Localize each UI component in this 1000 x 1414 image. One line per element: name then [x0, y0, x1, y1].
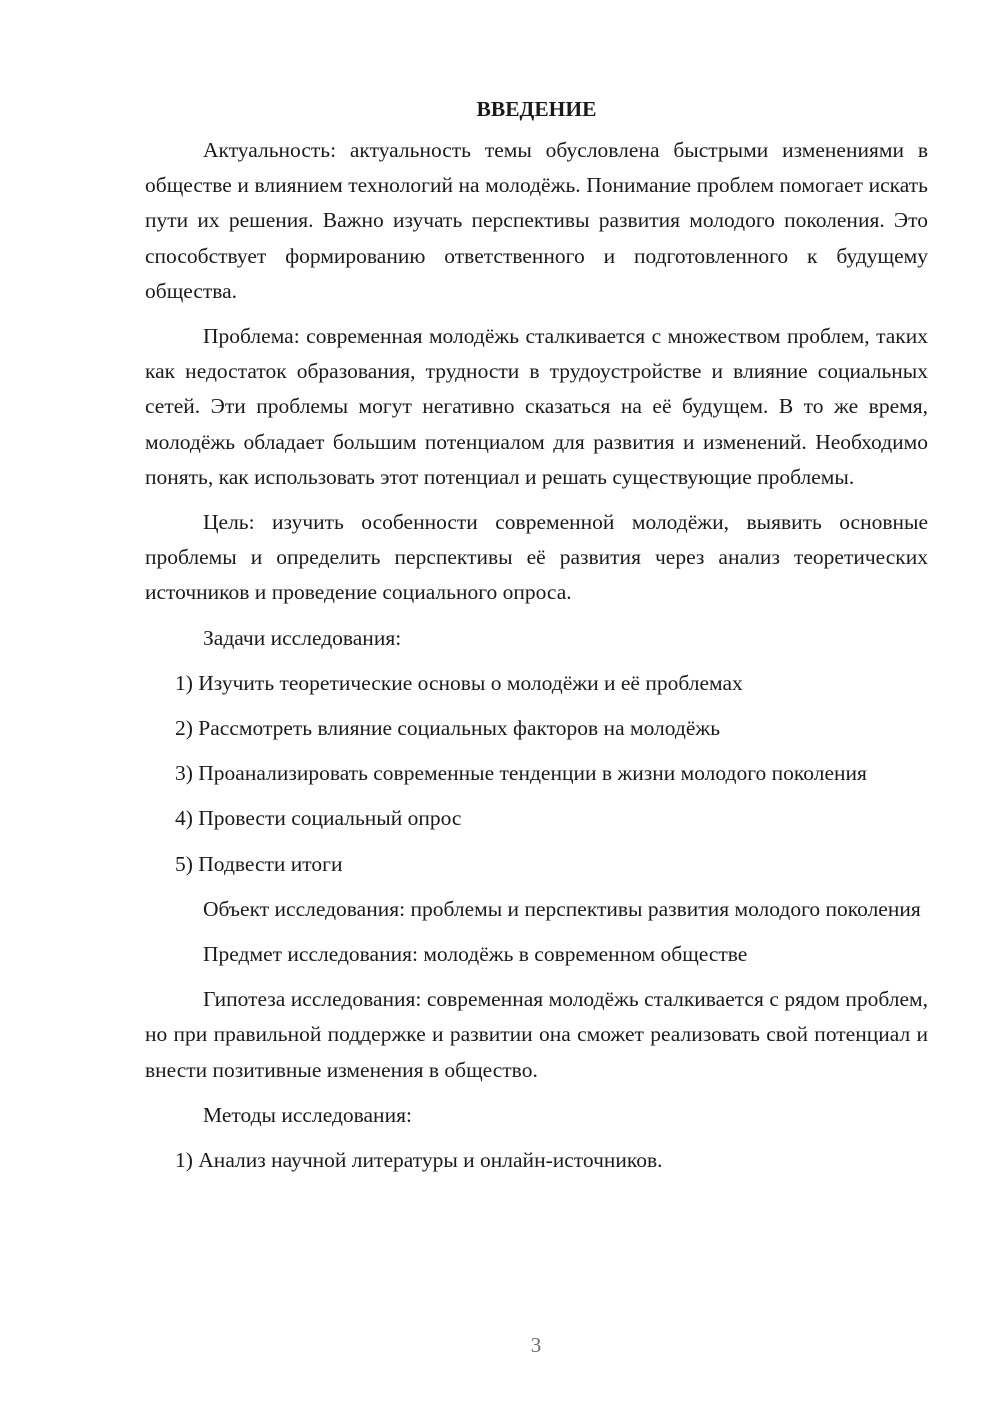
paragraph-problem: Проблема: современная молодёжь сталкивается с множеством проблем, таких как недостаток образования, трудности в трудоустройстве и влияние социальных сетей. Эти проблемы могут негативно сказаться на её будущем. В то же время, молодёжь обладает большим потенциалом для развития и изменений. Необходимо понять, как использовать этот потенциал и решать существующие проблемы.: [145, 324, 928, 489]
paragraph-hypothesis: Гипотеза исследования: современная молодёжь сталкивается с рядом проблем, но при правильной поддержке и развитии она сможет реализовать свой потенциал и внести позитивные изменения в общество.: [145, 987, 928, 1082]
page-title: ВВЕДЕНИЕ: [476, 97, 597, 121]
paragraph-relevance: Актуальность: актуальность темы обусловлена быстрыми изменениями в обществе и влиянием технологий на молодёжь. Понимание проблем помогает искать пути их решения. Важно изучать перспективы развития молодого поколения. Это способствует формированию ответственного и подготовленного к будущему общества.: [145, 138, 928, 303]
paragraph-goal: Цель: изучить особенности современной молодёжи, выявить основные проблемы и определить перспективы её развития через анализ теоретических источников и проведение социального опроса.: [145, 510, 928, 605]
task-item-4: 4) Провести социальный опрос: [175, 806, 462, 831]
tasks-heading: Задачи исследования:: [203, 625, 402, 650]
task-item-5: 5) Подвести итоги: [175, 851, 343, 876]
task-item-1: 1) Изучить теоретические основы о молодёжи и её проблемах: [175, 670, 743, 695]
task-item-2: 2) Рассмотреть влияние социальных факторов на молодёжь: [175, 716, 721, 741]
paragraph-object: Объект исследования: проблемы и перспективы развития молодого поколения: [203, 896, 921, 921]
task-item-3: 3) Проанализировать современные тенденции в жизни молодого поколения: [175, 761, 867, 786]
method-item-1: 1) Анализ научной литературы и онлайн-источников.: [175, 1148, 663, 1173]
methods-heading: Методы исследования:: [203, 1102, 412, 1127]
paragraph-subject: Предмет исследования: молодёжь в современном обществе: [203, 942, 748, 967]
document-page: [145, 92, 928, 1188]
page-number: 3: [530, 1333, 542, 1357]
